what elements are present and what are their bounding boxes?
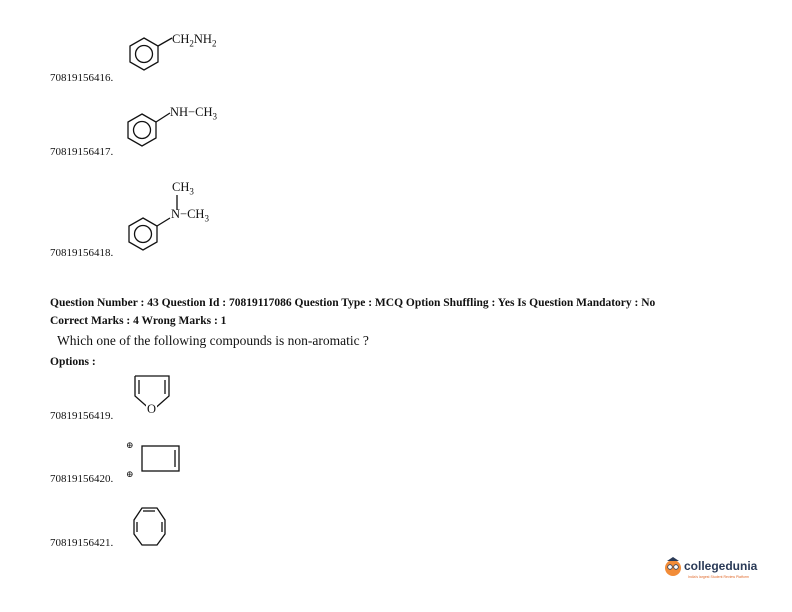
- positive-charge-icon: ⊕: [126, 440, 134, 450]
- options-label: Options :: [50, 356, 96, 368]
- option-id: 70819156421.: [50, 537, 114, 549]
- methyl-top: $CH_3$: [172, 180, 194, 197]
- question-text: Which one of the following compounds is non-aromatic ?: [57, 333, 369, 348]
- substituent-formula: $NH-CH_3$: [170, 105, 217, 122]
- oxygen-label: O: [147, 402, 157, 416]
- positive-charge-icon: ⊕: [126, 469, 134, 479]
- nitrogen-label: $N-CH_3$: [171, 207, 209, 224]
- option-id: 70819156416.: [50, 72, 114, 84]
- question-meta-line2: Correct Marks : 4 Wrong Marks : 1: [50, 315, 227, 327]
- option-id: 70819156417.: [50, 146, 114, 158]
- brand-name: collegedunia: [684, 559, 758, 573]
- option-id: 70819156419.: [50, 410, 114, 422]
- option-id: 70819156420.: [50, 473, 114, 485]
- mascot-icon: [0, 0, 1, 1]
- substituent-formula: $CH_2NH_2$: [172, 32, 217, 49]
- brand-tagline: India's largest Student Review Platform: [688, 575, 749, 579]
- option-id: 70819156418.: [50, 247, 114, 259]
- question-meta-line1: Question Number : 43 Question Id : 70819117086 Question Type : MCQ Option Shuffling : Yes Is Question Mandatory : No: [50, 297, 656, 309]
